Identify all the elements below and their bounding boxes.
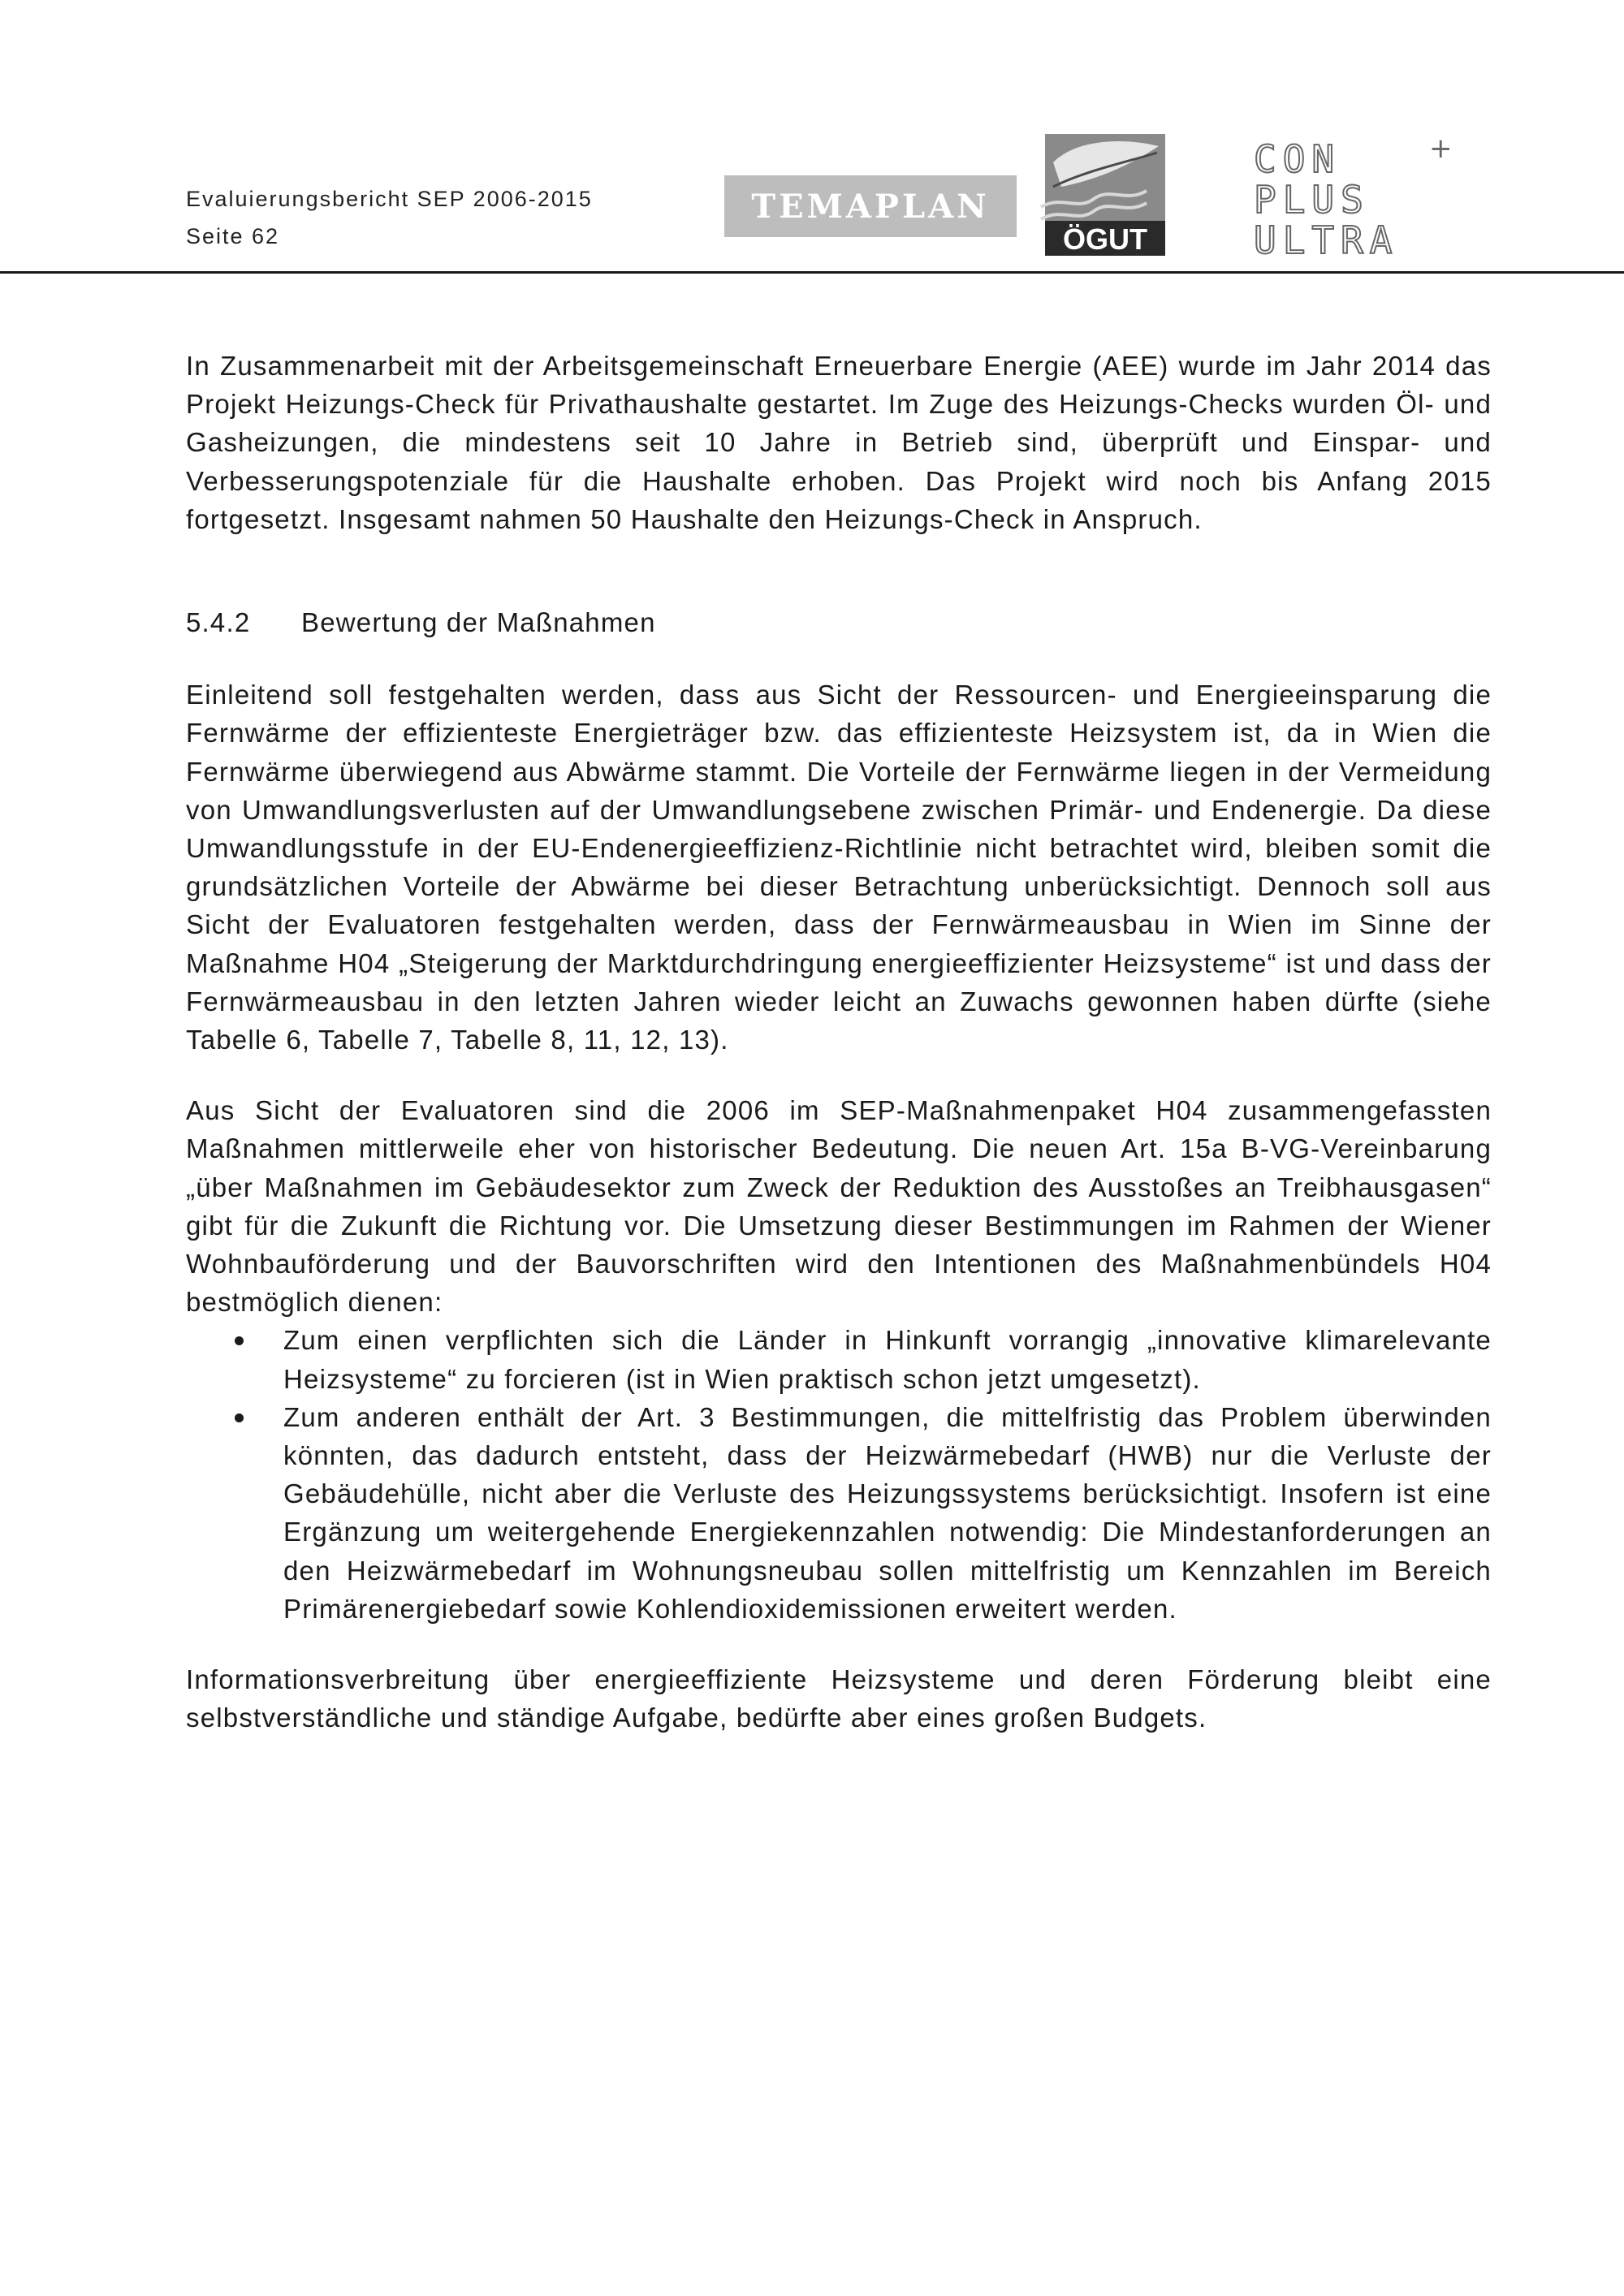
paragraph-fernwaerme: Einleitend soll festgehalten werden, dass aus Sicht der Ressourcen- und Energieeinsparung die Fernwärme der effizienteste Energieträger bzw. das effizienteste Heizsystem ist, da in Wien die Fernwärme überwiegend aus Abwärme stammt. Die Vorteile der Fernwärme liegen in der Vermeidung von Umwandlungsverlusten auf der Umwandlungsebene zwischen Primär- und Endenergie. Da diese Umwandlungsstufe in der EU-Endenergieeffizienz-Richtlinie nicht betrachtet wird, bleiben somit die grundsätzlichen Vorteile der Abwärme bei dieser Betrachtung unberücksichtigt. Dennoch soll aus Sicht der Evaluatoren festgehalten werden, dass der Fernwärmeausbau in Wien im Sinne der Maßnahme H04 „Steigerung der Marktdurchdringung energieeffizienter Heizsysteme“ ist und dass der Fernwärmeausbau in den letzten Jahren wieder leicht an Zuwachs gewonnen haben dürfte (siehe Tabelle 6, Tabelle 7, Tabelle 8, 11, 12, 13). xyxy=(186,680,1492,1055)
header-divider xyxy=(0,271,1624,274)
list-item xyxy=(186,1321,1492,1397)
conplusultra-logo xyxy=(1250,136,1453,258)
conplus-line-3: ULTRA xyxy=(1254,218,1399,258)
plus-icon: + xyxy=(1429,136,1453,165)
section-title: Bewertung der Maßnahmen xyxy=(301,607,656,638)
conplus-line-2: PLUS xyxy=(1254,178,1370,222)
paragraph-informationsverbreitung: Informationsverbreitung über energieeffiziente Heizsysteme und deren Förderung bleibt eine selbstverständliche und ständige Aufgabe, bedürfte aber eines großen Budgets. xyxy=(186,1664,1492,1733)
page-content xyxy=(186,347,1492,1737)
conplus-line-1: CON xyxy=(1254,137,1341,181)
list-item xyxy=(186,1398,1492,1628)
temaplan-logo xyxy=(724,175,1017,237)
header-meta xyxy=(186,180,593,255)
section-number: 5.4.2 xyxy=(186,607,251,638)
page-header xyxy=(0,0,1624,276)
bullet-icon xyxy=(235,1336,244,1345)
list-item-text: Zum einen verpflichten sich die Länder in Hinkunft vorrangig „innovative klimarelevante Heizsysteme“ zu forcieren (ist in Wien praktisch schon jetzt umgesetzt). xyxy=(283,1325,1492,1394)
paragraph-evaluatoren: Aus Sicht der Evaluatoren sind die 2006 im SEP-Maßnahmenpaket H04 zusammengefassten Maßnahmen mittlerweile eher von historischer Bedeutung. Die neuen Art. 15a B-VG-Vereinbarung „über Maßnahmen im Gebäudesektor zum Zweck der Reduktion des Ausstoßes an Treibhausgasen“ gibt für die Zukunft die Richtung vor. Die Umsetzung dieser Bestimmungen im Rahmen der Wiener Wohnbauförderung und der Bauvorschriften wird den Intentionen des Maßnahmenbündels H04 bestmöglich dienen: xyxy=(186,1095,1492,1318)
ogut-logo-text: ÖGUT xyxy=(1063,222,1147,256)
bullet-icon xyxy=(235,1413,244,1422)
report-title: Evaluierungsbericht SEP 2006-2015 xyxy=(186,187,593,211)
section-heading xyxy=(186,603,1492,641)
bullet-list xyxy=(186,1321,1492,1628)
temaplan-logo-text: TEMAPLAN xyxy=(751,187,990,226)
ogut-logo xyxy=(1037,130,1171,260)
list-item-text: Zum anderen enthält der Art. 3 Bestimmungen, die mittelfristig das Problem überwinden könnten, das dadurch entsteht, dass der Heizwärmebedarf (HWB) nur die Verluste der Gebäudehülle, nicht aber die Verluste des Heizungssystems berücksichtigt. Insofern ist eine Ergänzung um weitergehende Energiekennzahlen notwendig: Die Mindestanforderungen an den Heizwärmebedarf im Wohnungsneubau sollen mittelfristig um Kennzahlen im Bereich Primärenergiebedarf sowie Kohlendioxidemissionen erweitert werden. xyxy=(283,1401,1492,1624)
page-number: Seite 62 xyxy=(186,224,280,248)
intro-paragraph: In Zusammenarbeit mit der Arbeitsgemeinschaft Erneuerbare Energie (AEE) wurde im Jahr 2014 das Projekt Heizungs-Check für Privathaushalte gestartet. Im Zuge des Heizungs-Checks wurden Öl- und Gasheizungen, die mindestens seit 10 Jahre in Betrieb sind, überprüft und Einspar- und Verbesserungspotenziale für die Haushalte erhoben. Das Projekt wird noch bis Anfang 2015 fortgesetzt. Insgesamt nahmen 50 Haushalte den Heizungs-Check in Anspruch. xyxy=(186,351,1492,534)
